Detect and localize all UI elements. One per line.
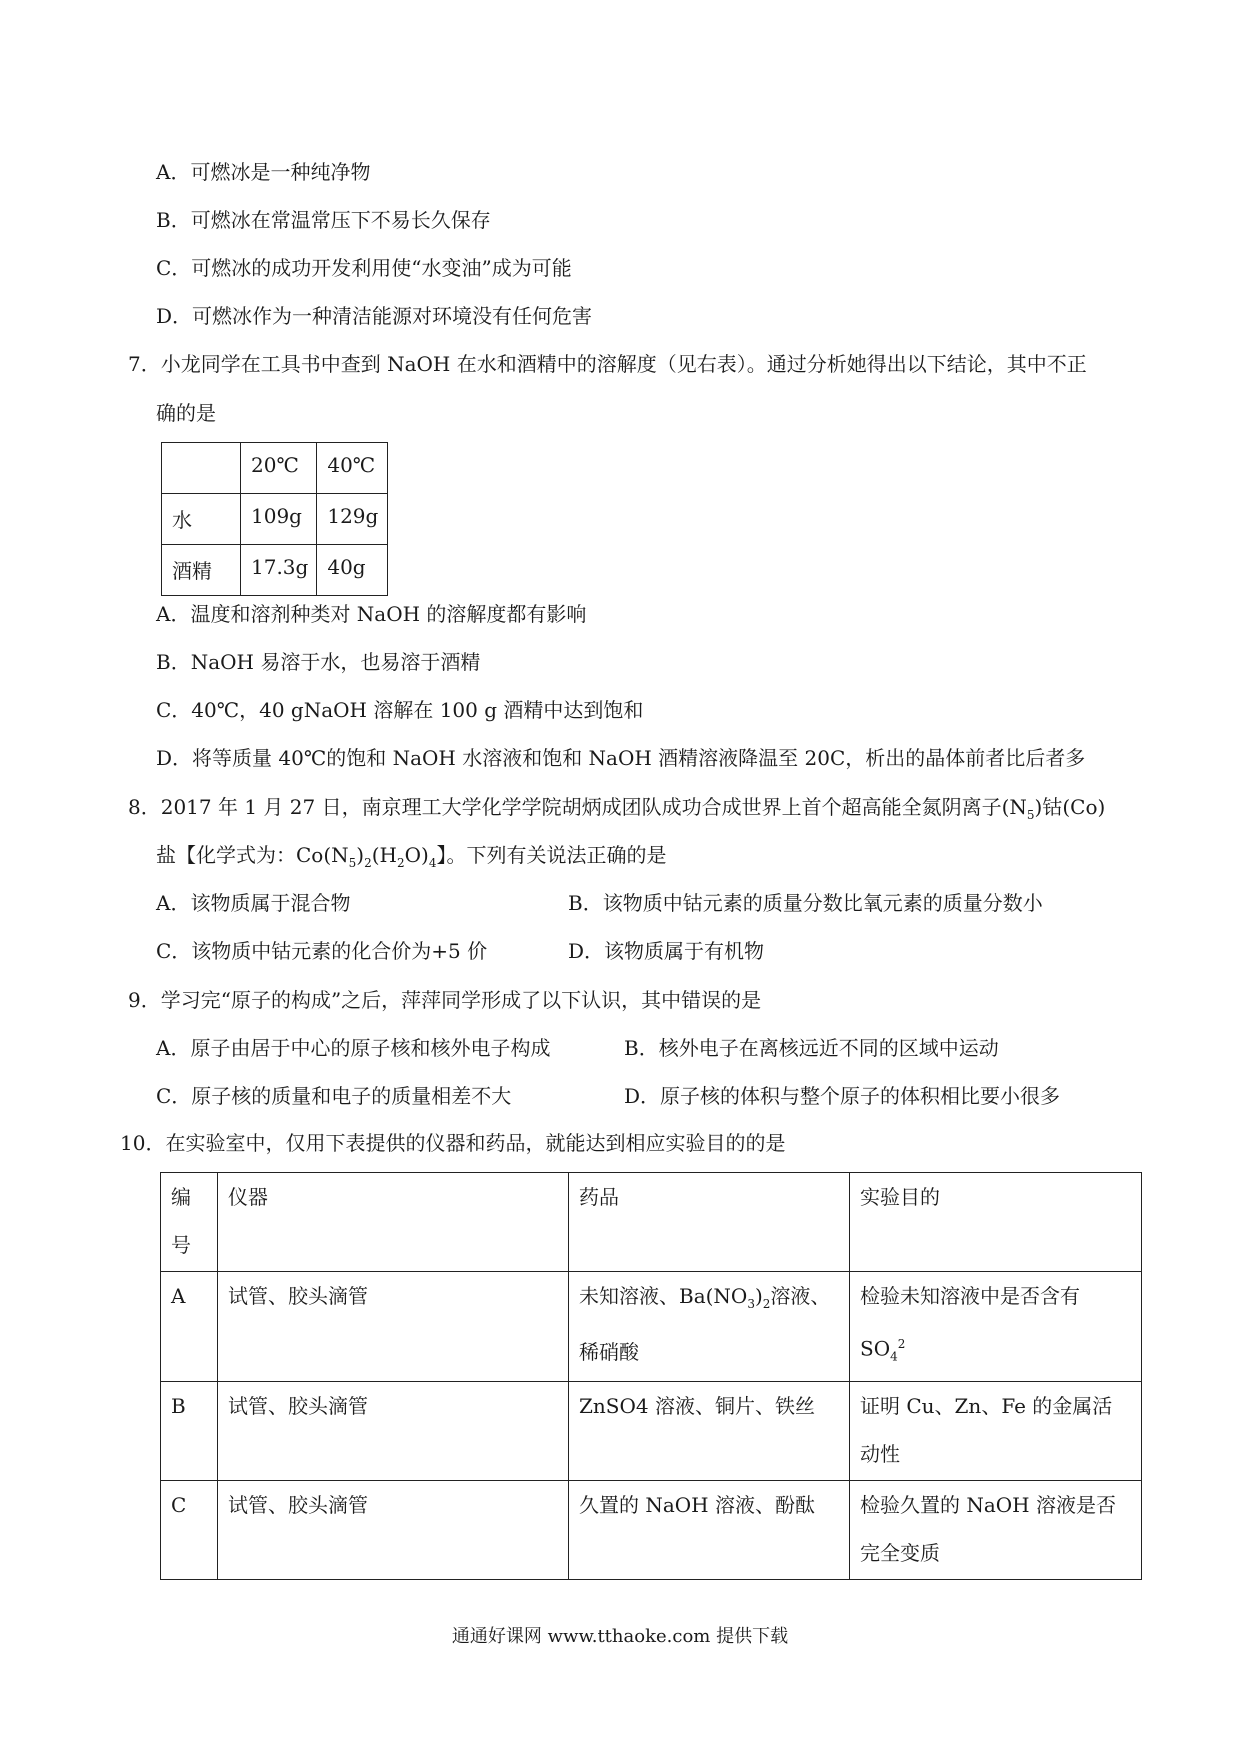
q8-stem-line1: 8．2017 年 1 月 27 日，南京理工大学化学学院胡炳成团队成功合成世界上首个超高能全氮阴离子$(N_5)$钴(Co) (128, 795, 1106, 822)
table-cell (162, 443, 241, 494)
q8-option-c: C．该物质中钴元素的化合价为+5 价 (156, 939, 488, 963)
q8-option-d: D．该物质属于有机物 (568, 939, 765, 963)
table-cell: 试管、胶头滴管 (218, 1381, 569, 1480)
table-cell: 久置的 NaOH 溶液、酚酞 (569, 1480, 850, 1579)
q9-option-a: A．原子由居于中心的原子核和核外电子构成 (156, 1036, 551, 1060)
table-cell: 40℃ (317, 443, 388, 494)
table-cell: 检验未知溶液中是否含有 $SO_4^2$ (850, 1272, 1142, 1382)
experiment-table (160, 1172, 1142, 1580)
table-cell: 酒精 (162, 545, 241, 596)
q10-stem: 10．在实验室中，仅用下表提供的仪器和药品，就能达到相应实验目的的是 (120, 1131, 786, 1155)
table-cell: 试管、胶头滴管 (218, 1480, 569, 1579)
q7-option-c: C．40℃，40 gNaOH 溶解在 100 g 酒精中达到饱和 (156, 698, 644, 722)
q6-option-c: C．可燃冰的成功开发利用使“水变油”成为可能 (156, 256, 572, 280)
table-row (161, 1272, 1142, 1382)
table-cell: 检验久置的 NaOH 溶液是否完全变质 (850, 1480, 1142, 1579)
table-row (162, 443, 388, 494)
table-cell: 试管、胶头滴管 (218, 1272, 569, 1382)
table-cell: 水 (162, 494, 241, 545)
q6-option-b: B．可燃冰在常温常压下不易长久保存 (156, 208, 491, 232)
q6-option-a: A．可燃冰是一种纯净物 (156, 160, 371, 184)
table-cell: 20℃ (241, 443, 317, 494)
table-cell: 编号 (161, 1173, 218, 1272)
table-row (162, 494, 388, 545)
page-footer: 通通好课网 www.tthaoke.com 提供下载 (451, 1626, 789, 1647)
q8-option-a: A．该物质属于混合物 (156, 891, 351, 915)
q6-option-d: D．可燃冰作为一种清洁能源对环境没有任何危害 (156, 304, 593, 328)
q9-option-b: B．核外电子在离核远近不同的区域中运动 (624, 1036, 999, 1060)
table-cell: 仪器 (218, 1173, 569, 1272)
q7-option-a: A．温度和溶剂种类对 NaOH 的溶解度都有影响 (156, 602, 587, 626)
table-row (161, 1173, 1142, 1272)
solubility-table (161, 442, 388, 596)
q9-option-c: C．原子核的质量和电子的质量相差不大 (156, 1084, 512, 1108)
q9-stem: 9．学习完“原子的构成”之后，萍萍同学形成了以下认识，其中错误的是 (128, 988, 762, 1012)
table-cell: ZnSO4 溶液、铜片、铁丝 (569, 1381, 850, 1480)
table-cell: 药品 (569, 1173, 850, 1272)
table-cell: C (161, 1480, 218, 1579)
q7-option-b: B．NaOH 易溶于水，也易溶于酒精 (156, 650, 481, 674)
table-cell: 实验目的 (850, 1173, 1142, 1272)
table-row (161, 1480, 1142, 1579)
table-cell: 未知溶液、$Ba(NO_3)_2$溶液、稀硝酸 (569, 1272, 850, 1382)
q7-stem-line1: 7．小龙同学在工具书中查到 NaOH 在水和酒精中的溶解度（见右表）。通过分析她得出以下结论，其中不正 (128, 352, 1087, 376)
table-cell: 129g (317, 494, 388, 545)
table-cell: A (161, 1272, 218, 1382)
q8-stem-line2: 盐【化学式为：$Co(N_5)_2(H_2O)_4$】。下列有关说法正确的是 (156, 843, 667, 870)
q7-option-d: D．将等质量 40℃的饱和 NaOH 水溶液和饱和 NaOH 酒精溶液降温至 20C，析出的晶体前者比后者多 (156, 746, 1086, 770)
q8-option-b: B．该物质中钴元素的质量分数比氧元素的质量分数小 (568, 891, 1043, 915)
table-cell: B (161, 1381, 218, 1480)
q9-option-d: D．原子核的体积与整个原子的体积相比要小很多 (624, 1084, 1061, 1108)
table-cell: 17.3g (241, 545, 317, 596)
table-cell: 40g (317, 545, 388, 596)
table-row (161, 1381, 1142, 1480)
table-cell: 证明 Cu、Zn、Fe 的金属活动性 (850, 1381, 1142, 1480)
q7-stem-line2: 确的是 (156, 401, 216, 425)
table-cell: 109g (241, 494, 317, 545)
table-row (162, 545, 388, 596)
